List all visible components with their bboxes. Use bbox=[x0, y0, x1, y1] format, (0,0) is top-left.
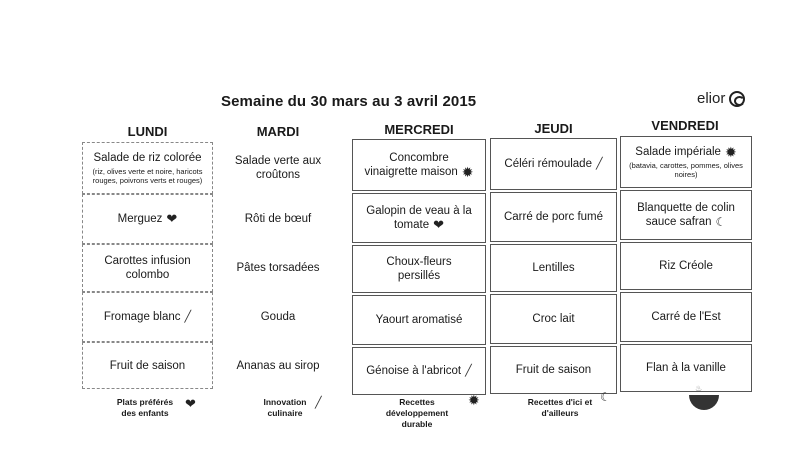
menu-item-content bbox=[110, 359, 185, 373]
logo-text: elior bbox=[697, 90, 726, 107]
menu-item-label: Pâtes torsadées bbox=[236, 262, 320, 274]
menu-item bbox=[352, 295, 486, 345]
menu-item-content bbox=[236, 359, 319, 373]
menu-item-label: Salade verte aux croûtons bbox=[234, 155, 322, 181]
menu-item-content bbox=[532, 261, 574, 275]
menu-item-content bbox=[223, 154, 333, 182]
menu-item bbox=[620, 136, 752, 188]
sun-icon: ✹ bbox=[724, 143, 737, 160]
menu-item-content bbox=[364, 151, 474, 179]
heart-icon: ❤ bbox=[433, 216, 445, 232]
menu-item-label: Concombre vinaigrette maison bbox=[364, 151, 458, 179]
menu-item-label: Fruit de saison bbox=[515, 364, 592, 376]
menu-title: Semaine du 30 mars au 3 avril 2015 bbox=[221, 93, 477, 110]
magic-wand-icon: ╱ bbox=[465, 364, 472, 377]
menu-item bbox=[490, 244, 617, 292]
menu-item-label: Merguez bbox=[117, 213, 163, 226]
menu-item-content bbox=[364, 255, 474, 283]
heart-icon: ❤ bbox=[185, 396, 196, 411]
menu-item-label: Carré de porc fumé bbox=[503, 211, 604, 223]
menu-item bbox=[222, 342, 334, 389]
legend-label: Innovation culinaire bbox=[263, 397, 307, 418]
menu-item-label: Galopin de veau à la tomate bbox=[366, 204, 472, 232]
menu-item-label: Gouda bbox=[260, 311, 296, 323]
chef-badge-logo bbox=[689, 395, 719, 410]
menu-item-content bbox=[118, 212, 178, 226]
heart-icon: ❤ bbox=[166, 210, 178, 226]
menu-item bbox=[222, 142, 334, 194]
chef-hat-icon: ♨ bbox=[695, 384, 703, 393]
day-header-jeudi: JEUDI bbox=[534, 121, 573, 136]
menu-item bbox=[222, 292, 334, 342]
menu-item-label: Rôti de bœuf bbox=[244, 213, 312, 225]
menu-item-label: Carré de l'Est bbox=[651, 311, 721, 323]
menu-item bbox=[222, 194, 334, 244]
menu-item bbox=[82, 244, 213, 292]
magic-wand-icon: ╱ bbox=[315, 397, 322, 409]
menu-item bbox=[490, 294, 617, 344]
menu-item-label: Salade impériale bbox=[635, 146, 721, 159]
day-header-mercredi: MERCREDI bbox=[384, 122, 454, 137]
menu-item-content bbox=[504, 157, 602, 171]
menu-item-content bbox=[504, 210, 603, 224]
menu-item bbox=[490, 138, 617, 190]
menu-item-content bbox=[659, 259, 713, 273]
globe-icon: ☾ bbox=[600, 390, 611, 404]
menu-item bbox=[82, 142, 213, 194]
menu-item bbox=[82, 292, 213, 342]
day-header-mardi: MARDI bbox=[256, 124, 300, 139]
day-header-vendredi: VENDREDI bbox=[651, 118, 719, 133]
menu-item bbox=[620, 292, 752, 342]
legend-label: Recettes d'ici et d'ailleurs bbox=[527, 397, 593, 418]
menu-item bbox=[352, 347, 486, 395]
menu-item bbox=[490, 346, 617, 394]
menu-item-content bbox=[651, 310, 720, 324]
menu-item-label: Choux-fleurs persillés bbox=[386, 256, 452, 282]
menu-item-detail: (riz, olives verte et noire, haricots rouges, poivrons verts et rouges) bbox=[92, 167, 203, 185]
day-header-lundi: LUNDI bbox=[127, 124, 168, 139]
menu-item-content bbox=[646, 361, 726, 375]
menu-item-label: Ananas au sirop bbox=[236, 359, 320, 372]
menu-item bbox=[222, 244, 334, 292]
menu-item bbox=[620, 242, 752, 290]
legend-innovation bbox=[255, 397, 315, 419]
menu-item-content bbox=[621, 145, 751, 179]
menu-item bbox=[82, 342, 213, 389]
menu-item-label: Croc lait bbox=[532, 313, 575, 325]
menu-item bbox=[620, 190, 752, 240]
menu-item-content bbox=[245, 212, 311, 226]
menu-item-content bbox=[236, 261, 319, 275]
sun-icon: ✹ bbox=[468, 392, 480, 408]
menu-item-content bbox=[93, 254, 203, 282]
legend-favorite bbox=[110, 397, 180, 419]
magic-wand-icon: ╱ bbox=[595, 157, 603, 170]
menu-item-label: Fruit de saison bbox=[109, 359, 186, 372]
menu-item-content bbox=[532, 312, 574, 326]
menu-item-label: Blanquette de colin sauce safran bbox=[637, 201, 735, 229]
menu-item-label: Yaourt aromatisé bbox=[375, 314, 463, 326]
menu-item-content bbox=[83, 151, 212, 185]
elior-logo bbox=[697, 90, 745, 107]
menu-item-label: Lentilles bbox=[532, 262, 575, 274]
menu-item bbox=[490, 192, 617, 242]
menu-item-content bbox=[376, 313, 463, 327]
elior-swirl-icon bbox=[729, 91, 745, 107]
menu-item-label: Flan à la vanille bbox=[646, 362, 726, 374]
menu-item-content bbox=[366, 364, 472, 378]
menu-item-content bbox=[516, 363, 591, 377]
menu-item-label: Riz Créole bbox=[659, 260, 713, 272]
menu-item-label: Fromage blanc bbox=[103, 311, 181, 324]
magic-wand-icon: ╱ bbox=[184, 310, 192, 323]
menu-item-detail: (batavia, carottes, pommes, olives noires) bbox=[629, 161, 743, 180]
menu-item-label: Carottes infusion colombo bbox=[104, 255, 191, 281]
globe-icon: ☾ bbox=[715, 214, 727, 229]
legend-world bbox=[520, 397, 600, 419]
menu-item bbox=[620, 344, 752, 392]
menu-item-content bbox=[364, 204, 474, 232]
menu-item bbox=[352, 193, 486, 243]
legend-label: Plats préférés des enfants bbox=[116, 397, 174, 418]
menu-item-label: Salade de riz colorée bbox=[93, 152, 202, 164]
menu-item-label: Génoise à l'abricot bbox=[366, 365, 462, 378]
menu-item bbox=[82, 194, 213, 244]
menu-item-content bbox=[104, 310, 191, 324]
menu-item bbox=[352, 245, 486, 293]
sun-icon: ✹ bbox=[461, 163, 474, 180]
menu-item-label: Céléri rémoulade bbox=[504, 158, 592, 171]
legend-sustainable bbox=[372, 397, 462, 430]
menu-item-content bbox=[631, 201, 741, 229]
menu-item bbox=[352, 139, 486, 191]
menu-item-content bbox=[261, 310, 296, 324]
legend-label: Recettes développement durable bbox=[385, 397, 449, 429]
